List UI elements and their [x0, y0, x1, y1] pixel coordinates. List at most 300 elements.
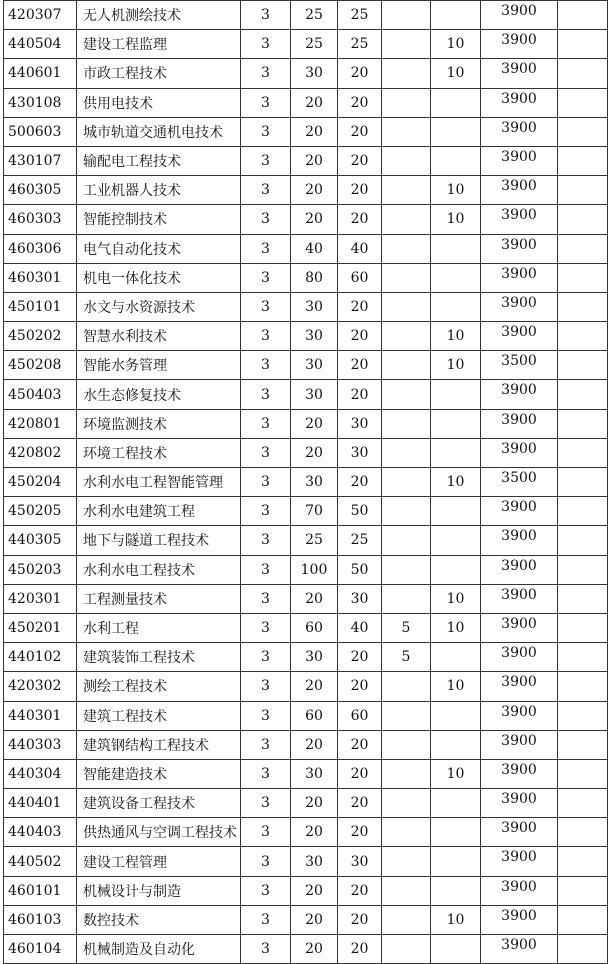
plan-count-a-cell: 25 — [291, 30, 338, 59]
duration-cell: 3 — [241, 876, 291, 905]
major-code-cell: 450101 — [4, 292, 77, 321]
remarks-cell — [558, 409, 608, 438]
major-name-cell: 水生态修复技术 — [77, 380, 241, 409]
plan-count-b-cell: 20 — [338, 789, 382, 818]
major-code-cell: 420801 — [4, 409, 77, 438]
duration-cell: 3 — [241, 818, 291, 847]
plan-count-c-cell — [382, 526, 431, 555]
tuition-fee-cell: 3900 — [481, 292, 558, 321]
plan-count-d-cell: 10 — [431, 613, 481, 642]
major-code-cell: 450403 — [4, 380, 77, 409]
plan-count-d-cell — [431, 789, 481, 818]
duration-cell: 3 — [241, 59, 291, 88]
plan-count-b-cell: 20 — [338, 176, 382, 205]
table-row — [4, 613, 608, 642]
plan-count-c-cell — [382, 584, 431, 613]
plan-count-c-cell — [382, 59, 431, 88]
table-row — [4, 117, 608, 146]
table-row — [4, 555, 608, 584]
major-code-cell: 450205 — [4, 497, 77, 526]
table-row — [4, 876, 608, 905]
major-name-cell: 测绘工程技术 — [77, 672, 241, 701]
plan-count-a-cell: 20 — [291, 146, 338, 175]
major-code-cell: 440403 — [4, 818, 77, 847]
duration-cell: 3 — [241, 759, 291, 788]
duration-cell: 3 — [241, 468, 291, 497]
remarks-cell — [558, 876, 608, 905]
major-code-cell: 450201 — [4, 613, 77, 642]
plan-count-a-cell: 30 — [291, 643, 338, 672]
duration-cell: 3 — [241, 351, 291, 380]
major-code-cell: 450203 — [4, 555, 77, 584]
tuition-fee-cell: 3900 — [481, 613, 558, 642]
major-name-cell: 工程测量技术 — [77, 584, 241, 613]
major-code-cell: 500603 — [4, 117, 77, 146]
plan-count-c-cell — [382, 789, 431, 818]
plan-count-a-cell: 20 — [291, 409, 338, 438]
major-code-cell: 460306 — [4, 234, 77, 263]
plan-count-d-cell — [431, 876, 481, 905]
remarks-cell — [558, 292, 608, 321]
plan-count-c-cell — [382, 1, 431, 30]
plan-count-d-cell — [431, 730, 481, 759]
major-code-cell: 450204 — [4, 468, 77, 497]
plan-count-c-cell — [382, 818, 431, 847]
major-name-cell: 机电一体化技术 — [77, 263, 241, 292]
plan-count-b-cell: 20 — [338, 117, 382, 146]
major-code-cell: 450208 — [4, 351, 77, 380]
tuition-fee-cell: 3900 — [481, 205, 558, 234]
plan-count-d-cell: 10 — [431, 30, 481, 59]
major-name-cell: 智慧水利技术 — [77, 322, 241, 351]
remarks-cell — [558, 322, 608, 351]
major-code-cell: 460305 — [4, 176, 77, 205]
plan-count-d-cell — [431, 146, 481, 175]
duration-cell: 3 — [241, 438, 291, 467]
table-row — [4, 380, 608, 409]
major-code-cell: 460301 — [4, 263, 77, 292]
plan-count-c-cell — [382, 759, 431, 788]
major-code-cell: 440502 — [4, 847, 77, 876]
plan-count-c-cell — [382, 205, 431, 234]
plan-count-d-cell — [431, 292, 481, 321]
plan-count-c-cell — [382, 380, 431, 409]
plan-count-c-cell — [382, 30, 431, 59]
plan-count-c-cell — [382, 935, 431, 964]
table-row — [4, 263, 608, 292]
plan-count-d-cell — [431, 526, 481, 555]
duration-cell: 3 — [241, 1, 291, 30]
plan-count-d-cell: 10 — [431, 672, 481, 701]
plan-count-d-cell: 10 — [431, 759, 481, 788]
plan-count-c-cell — [382, 905, 431, 934]
duration-cell: 3 — [241, 322, 291, 351]
tuition-fee-cell: 3900 — [481, 643, 558, 672]
major-code-cell: 430107 — [4, 146, 77, 175]
duration-cell: 3 — [241, 643, 291, 672]
remarks-cell — [558, 526, 608, 555]
tuition-fee-cell: 3900 — [481, 438, 558, 467]
plan-count-b-cell: 25 — [338, 1, 382, 30]
tuition-fee-cell: 3900 — [481, 555, 558, 584]
plan-count-a-cell: 60 — [291, 701, 338, 730]
remarks-cell — [558, 59, 608, 88]
plan-count-d-cell: 10 — [431, 351, 481, 380]
table-row — [4, 672, 608, 701]
remarks-cell — [558, 146, 608, 175]
plan-count-d-cell: 10 — [431, 905, 481, 934]
plan-count-b-cell: 20 — [338, 205, 382, 234]
major-name-cell: 建筑设备工程技术 — [77, 789, 241, 818]
plan-count-a-cell: 20 — [291, 730, 338, 759]
major-code-cell: 440303 — [4, 730, 77, 759]
plan-count-b-cell: 20 — [338, 730, 382, 759]
plan-count-a-cell: 25 — [291, 526, 338, 555]
table-row — [4, 789, 608, 818]
table-row — [4, 205, 608, 234]
remarks-cell — [558, 730, 608, 759]
tuition-fee-cell: 3900 — [481, 234, 558, 263]
table-row — [4, 292, 608, 321]
duration-cell: 3 — [241, 613, 291, 642]
table-row — [4, 88, 608, 117]
plan-count-d-cell — [431, 117, 481, 146]
major-name-cell: 城市轨道交通机电技术 — [77, 117, 241, 146]
remarks-cell — [558, 555, 608, 584]
major-code-cell: 460303 — [4, 205, 77, 234]
major-code-cell: 440304 — [4, 759, 77, 788]
plan-count-d-cell — [431, 234, 481, 263]
plan-count-c-cell — [382, 409, 431, 438]
plan-count-c-cell — [382, 263, 431, 292]
duration-cell: 3 — [241, 526, 291, 555]
table-row — [4, 497, 608, 526]
tuition-fee-cell: 3900 — [481, 88, 558, 117]
major-name-cell: 电气自动化技术 — [77, 234, 241, 263]
remarks-cell — [558, 117, 608, 146]
remarks-cell — [558, 643, 608, 672]
remarks-cell — [558, 759, 608, 788]
plan-count-b-cell: 25 — [338, 30, 382, 59]
tuition-fee-cell: 3900 — [481, 935, 558, 964]
plan-count-d-cell — [431, 497, 481, 526]
tuition-fee-cell: 3900 — [481, 409, 558, 438]
plan-count-b-cell: 20 — [338, 759, 382, 788]
plan-count-c-cell — [382, 117, 431, 146]
plan-count-a-cell: 30 — [291, 351, 338, 380]
plan-count-a-cell: 20 — [291, 205, 338, 234]
major-code-cell: 420802 — [4, 438, 77, 467]
plan-count-b-cell: 20 — [338, 935, 382, 964]
table-row — [4, 146, 608, 175]
major-name-cell: 水利水电工程技术 — [77, 555, 241, 584]
table-row — [4, 351, 608, 380]
plan-count-a-cell: 20 — [291, 438, 338, 467]
major-code-cell: 440301 — [4, 701, 77, 730]
plan-count-d-cell: 10 — [431, 584, 481, 613]
remarks-cell — [558, 1, 608, 30]
table-row — [4, 701, 608, 730]
plan-count-d-cell: 10 — [431, 468, 481, 497]
remarks-cell — [558, 905, 608, 934]
major-name-cell: 建筑钢结构工程技术 — [77, 730, 241, 759]
table-row — [4, 730, 608, 759]
duration-cell: 3 — [241, 730, 291, 759]
plan-count-c-cell — [382, 497, 431, 526]
duration-cell: 3 — [241, 30, 291, 59]
remarks-cell — [558, 468, 608, 497]
plan-count-b-cell: 20 — [338, 380, 382, 409]
major-name-cell: 智能水务管理 — [77, 351, 241, 380]
plan-count-b-cell: 30 — [338, 584, 382, 613]
duration-cell: 3 — [241, 905, 291, 934]
tuition-fee-cell: 3900 — [481, 30, 558, 59]
major-name-cell: 环境工程技术 — [77, 438, 241, 467]
major-code-cell: 440305 — [4, 526, 77, 555]
plan-count-b-cell: 20 — [338, 351, 382, 380]
plan-count-a-cell: 60 — [291, 613, 338, 642]
tuition-fee-cell: 3900 — [481, 701, 558, 730]
major-name-cell: 机械设计与制造 — [77, 876, 241, 905]
plan-count-a-cell: 30 — [291, 292, 338, 321]
table-row — [4, 176, 608, 205]
plan-count-b-cell: 40 — [338, 234, 382, 263]
plan-count-d-cell: 10 — [431, 322, 481, 351]
major-code-cell: 440504 — [4, 30, 77, 59]
remarks-cell — [558, 30, 608, 59]
duration-cell: 3 — [241, 789, 291, 818]
major-code-cell: 420301 — [4, 584, 77, 613]
plan-count-b-cell: 30 — [338, 409, 382, 438]
plan-count-d-cell — [431, 380, 481, 409]
plan-count-a-cell: 20 — [291, 789, 338, 818]
table-row — [4, 935, 608, 964]
tuition-fee-cell: 3900 — [481, 380, 558, 409]
remarks-cell — [558, 789, 608, 818]
plan-count-b-cell: 20 — [338, 818, 382, 847]
plan-count-c-cell — [382, 176, 431, 205]
remarks-cell — [558, 935, 608, 964]
duration-cell: 3 — [241, 263, 291, 292]
table-body — [4, 1, 608, 964]
remarks-cell — [558, 176, 608, 205]
major-code-cell: 450202 — [4, 322, 77, 351]
plan-count-a-cell: 70 — [291, 497, 338, 526]
remarks-cell — [558, 351, 608, 380]
plan-count-b-cell: 25 — [338, 526, 382, 555]
plan-count-c-cell — [382, 701, 431, 730]
tuition-fee-cell: 3900 — [481, 730, 558, 759]
plan-count-a-cell: 20 — [291, 88, 338, 117]
tuition-fee-cell: 3900 — [481, 847, 558, 876]
tuition-fee-cell: 3900 — [481, 876, 558, 905]
major-name-cell: 水文与水资源技术 — [77, 292, 241, 321]
tuition-fee-cell: 3900 — [481, 526, 558, 555]
remarks-cell — [558, 234, 608, 263]
major-name-cell: 地下与隧道工程技术 — [77, 526, 241, 555]
remarks-cell — [558, 438, 608, 467]
plan-count-a-cell: 30 — [291, 847, 338, 876]
plan-count-a-cell: 20 — [291, 905, 338, 934]
major-name-cell: 建设工程管理 — [77, 847, 241, 876]
major-code-cell: 460103 — [4, 905, 77, 934]
plan-count-d-cell — [431, 263, 481, 292]
duration-cell: 3 — [241, 935, 291, 964]
duration-cell: 3 — [241, 584, 291, 613]
remarks-cell — [558, 701, 608, 730]
duration-cell: 3 — [241, 847, 291, 876]
remarks-cell — [558, 818, 608, 847]
duration-cell: 3 — [241, 88, 291, 117]
tuition-fee-cell: 3900 — [481, 263, 558, 292]
plan-count-c-cell — [382, 555, 431, 584]
plan-count-c-cell — [382, 351, 431, 380]
plan-count-c-cell: 5 — [382, 643, 431, 672]
table-row — [4, 59, 608, 88]
remarks-cell — [558, 497, 608, 526]
plan-count-b-cell: 60 — [338, 263, 382, 292]
table-row — [4, 905, 608, 934]
plan-count-c-cell — [382, 672, 431, 701]
plan-count-d-cell: 10 — [431, 205, 481, 234]
duration-cell: 3 — [241, 380, 291, 409]
plan-count-a-cell: 20 — [291, 876, 338, 905]
plan-count-b-cell: 20 — [338, 672, 382, 701]
plan-count-b-cell: 60 — [338, 701, 382, 730]
plan-count-a-cell: 100 — [291, 555, 338, 584]
duration-cell: 3 — [241, 497, 291, 526]
plan-count-b-cell: 20 — [338, 146, 382, 175]
major-name-cell: 市政工程技术 — [77, 59, 241, 88]
plan-count-a-cell: 30 — [291, 59, 338, 88]
plan-count-a-cell: 30 — [291, 380, 338, 409]
remarks-cell — [558, 88, 608, 117]
table-row — [4, 322, 608, 351]
plan-count-b-cell: 20 — [338, 643, 382, 672]
plan-count-b-cell: 50 — [338, 555, 382, 584]
tuition-fee-cell: 3900 — [481, 1, 558, 30]
plan-count-b-cell: 20 — [338, 468, 382, 497]
duration-cell: 3 — [241, 117, 291, 146]
major-code-cell: 440601 — [4, 59, 77, 88]
plan-count-d-cell — [431, 438, 481, 467]
plan-count-b-cell: 20 — [338, 292, 382, 321]
plan-count-a-cell: 30 — [291, 322, 338, 351]
major-code-cell: 460104 — [4, 935, 77, 964]
plan-count-b-cell: 20 — [338, 88, 382, 117]
plan-count-d-cell — [431, 847, 481, 876]
plan-count-d-cell — [431, 1, 481, 30]
remarks-cell — [558, 847, 608, 876]
remarks-cell — [558, 584, 608, 613]
table-row — [4, 438, 608, 467]
duration-cell: 3 — [241, 292, 291, 321]
major-name-cell: 机械制造及自动化 — [77, 935, 241, 964]
duration-cell: 3 — [241, 176, 291, 205]
plan-count-c-cell — [382, 438, 431, 467]
plan-count-a-cell: 20 — [291, 176, 338, 205]
table-row — [4, 468, 608, 497]
plan-count-a-cell: 20 — [291, 935, 338, 964]
major-name-cell: 建设工程监理 — [77, 30, 241, 59]
plan-count-c-cell — [382, 468, 431, 497]
major-name-cell: 环境监测技术 — [77, 409, 241, 438]
duration-cell: 3 — [241, 672, 291, 701]
plan-count-d-cell — [431, 643, 481, 672]
plan-count-b-cell: 20 — [338, 322, 382, 351]
table-row — [4, 847, 608, 876]
major-name-cell: 建筑装饰工程技术 — [77, 643, 241, 672]
major-name-cell: 无人机测绘技术 — [77, 1, 241, 30]
tuition-fee-cell: 3900 — [481, 497, 558, 526]
plan-count-c-cell — [382, 322, 431, 351]
major-code-cell: 420307 — [4, 1, 77, 30]
plan-count-a-cell: 20 — [291, 117, 338, 146]
remarks-cell — [558, 205, 608, 234]
major-name-cell: 供用电技术 — [77, 88, 241, 117]
major-name-cell: 建筑工程技术 — [77, 701, 241, 730]
major-name-cell: 输配电工程技术 — [77, 146, 241, 175]
plan-count-d-cell — [431, 88, 481, 117]
tuition-fee-cell: 3900 — [481, 584, 558, 613]
table-row — [4, 818, 608, 847]
plan-count-c-cell: 5 — [382, 613, 431, 642]
plan-count-a-cell: 80 — [291, 263, 338, 292]
plan-count-d-cell — [431, 818, 481, 847]
major-code-cell: 440401 — [4, 789, 77, 818]
tuition-fee-cell: 3500 — [481, 351, 558, 380]
plan-count-b-cell: 20 — [338, 59, 382, 88]
table-row — [4, 1, 608, 30]
plan-count-a-cell: 20 — [291, 584, 338, 613]
plan-count-d-cell — [431, 555, 481, 584]
tuition-fee-cell: 3900 — [481, 672, 558, 701]
major-name-cell: 水利工程 — [77, 613, 241, 642]
major-code-cell: 430108 — [4, 88, 77, 117]
tuition-fee-cell: 3900 — [481, 176, 558, 205]
major-name-cell: 供热通风与空调工程技术 — [77, 818, 241, 847]
table-row — [4, 409, 608, 438]
major-code-cell: 440102 — [4, 643, 77, 672]
tuition-fee-cell: 3500 — [481, 468, 558, 497]
duration-cell: 3 — [241, 234, 291, 263]
enrollment-table — [3, 0, 608, 964]
plan-count-a-cell: 30 — [291, 468, 338, 497]
major-code-cell: 460101 — [4, 876, 77, 905]
plan-count-a-cell: 30 — [291, 759, 338, 788]
plan-count-b-cell: 50 — [338, 497, 382, 526]
plan-count-c-cell — [382, 292, 431, 321]
plan-count-d-cell: 10 — [431, 176, 481, 205]
plan-count-c-cell — [382, 146, 431, 175]
table-row — [4, 759, 608, 788]
plan-count-d-cell: 10 — [431, 59, 481, 88]
plan-count-b-cell: 20 — [338, 905, 382, 934]
major-name-cell: 数控技术 — [77, 905, 241, 934]
table-row — [4, 30, 608, 59]
duration-cell: 3 — [241, 555, 291, 584]
plan-count-b-cell: 40 — [338, 613, 382, 642]
major-code-cell: 420302 — [4, 672, 77, 701]
plan-count-c-cell — [382, 847, 431, 876]
plan-count-d-cell — [431, 935, 481, 964]
major-name-cell: 智能控制技术 — [77, 205, 241, 234]
duration-cell: 3 — [241, 205, 291, 234]
plan-count-b-cell: 20 — [338, 876, 382, 905]
plan-count-a-cell: 20 — [291, 672, 338, 701]
plan-count-a-cell: 25 — [291, 1, 338, 30]
plan-count-c-cell — [382, 730, 431, 759]
